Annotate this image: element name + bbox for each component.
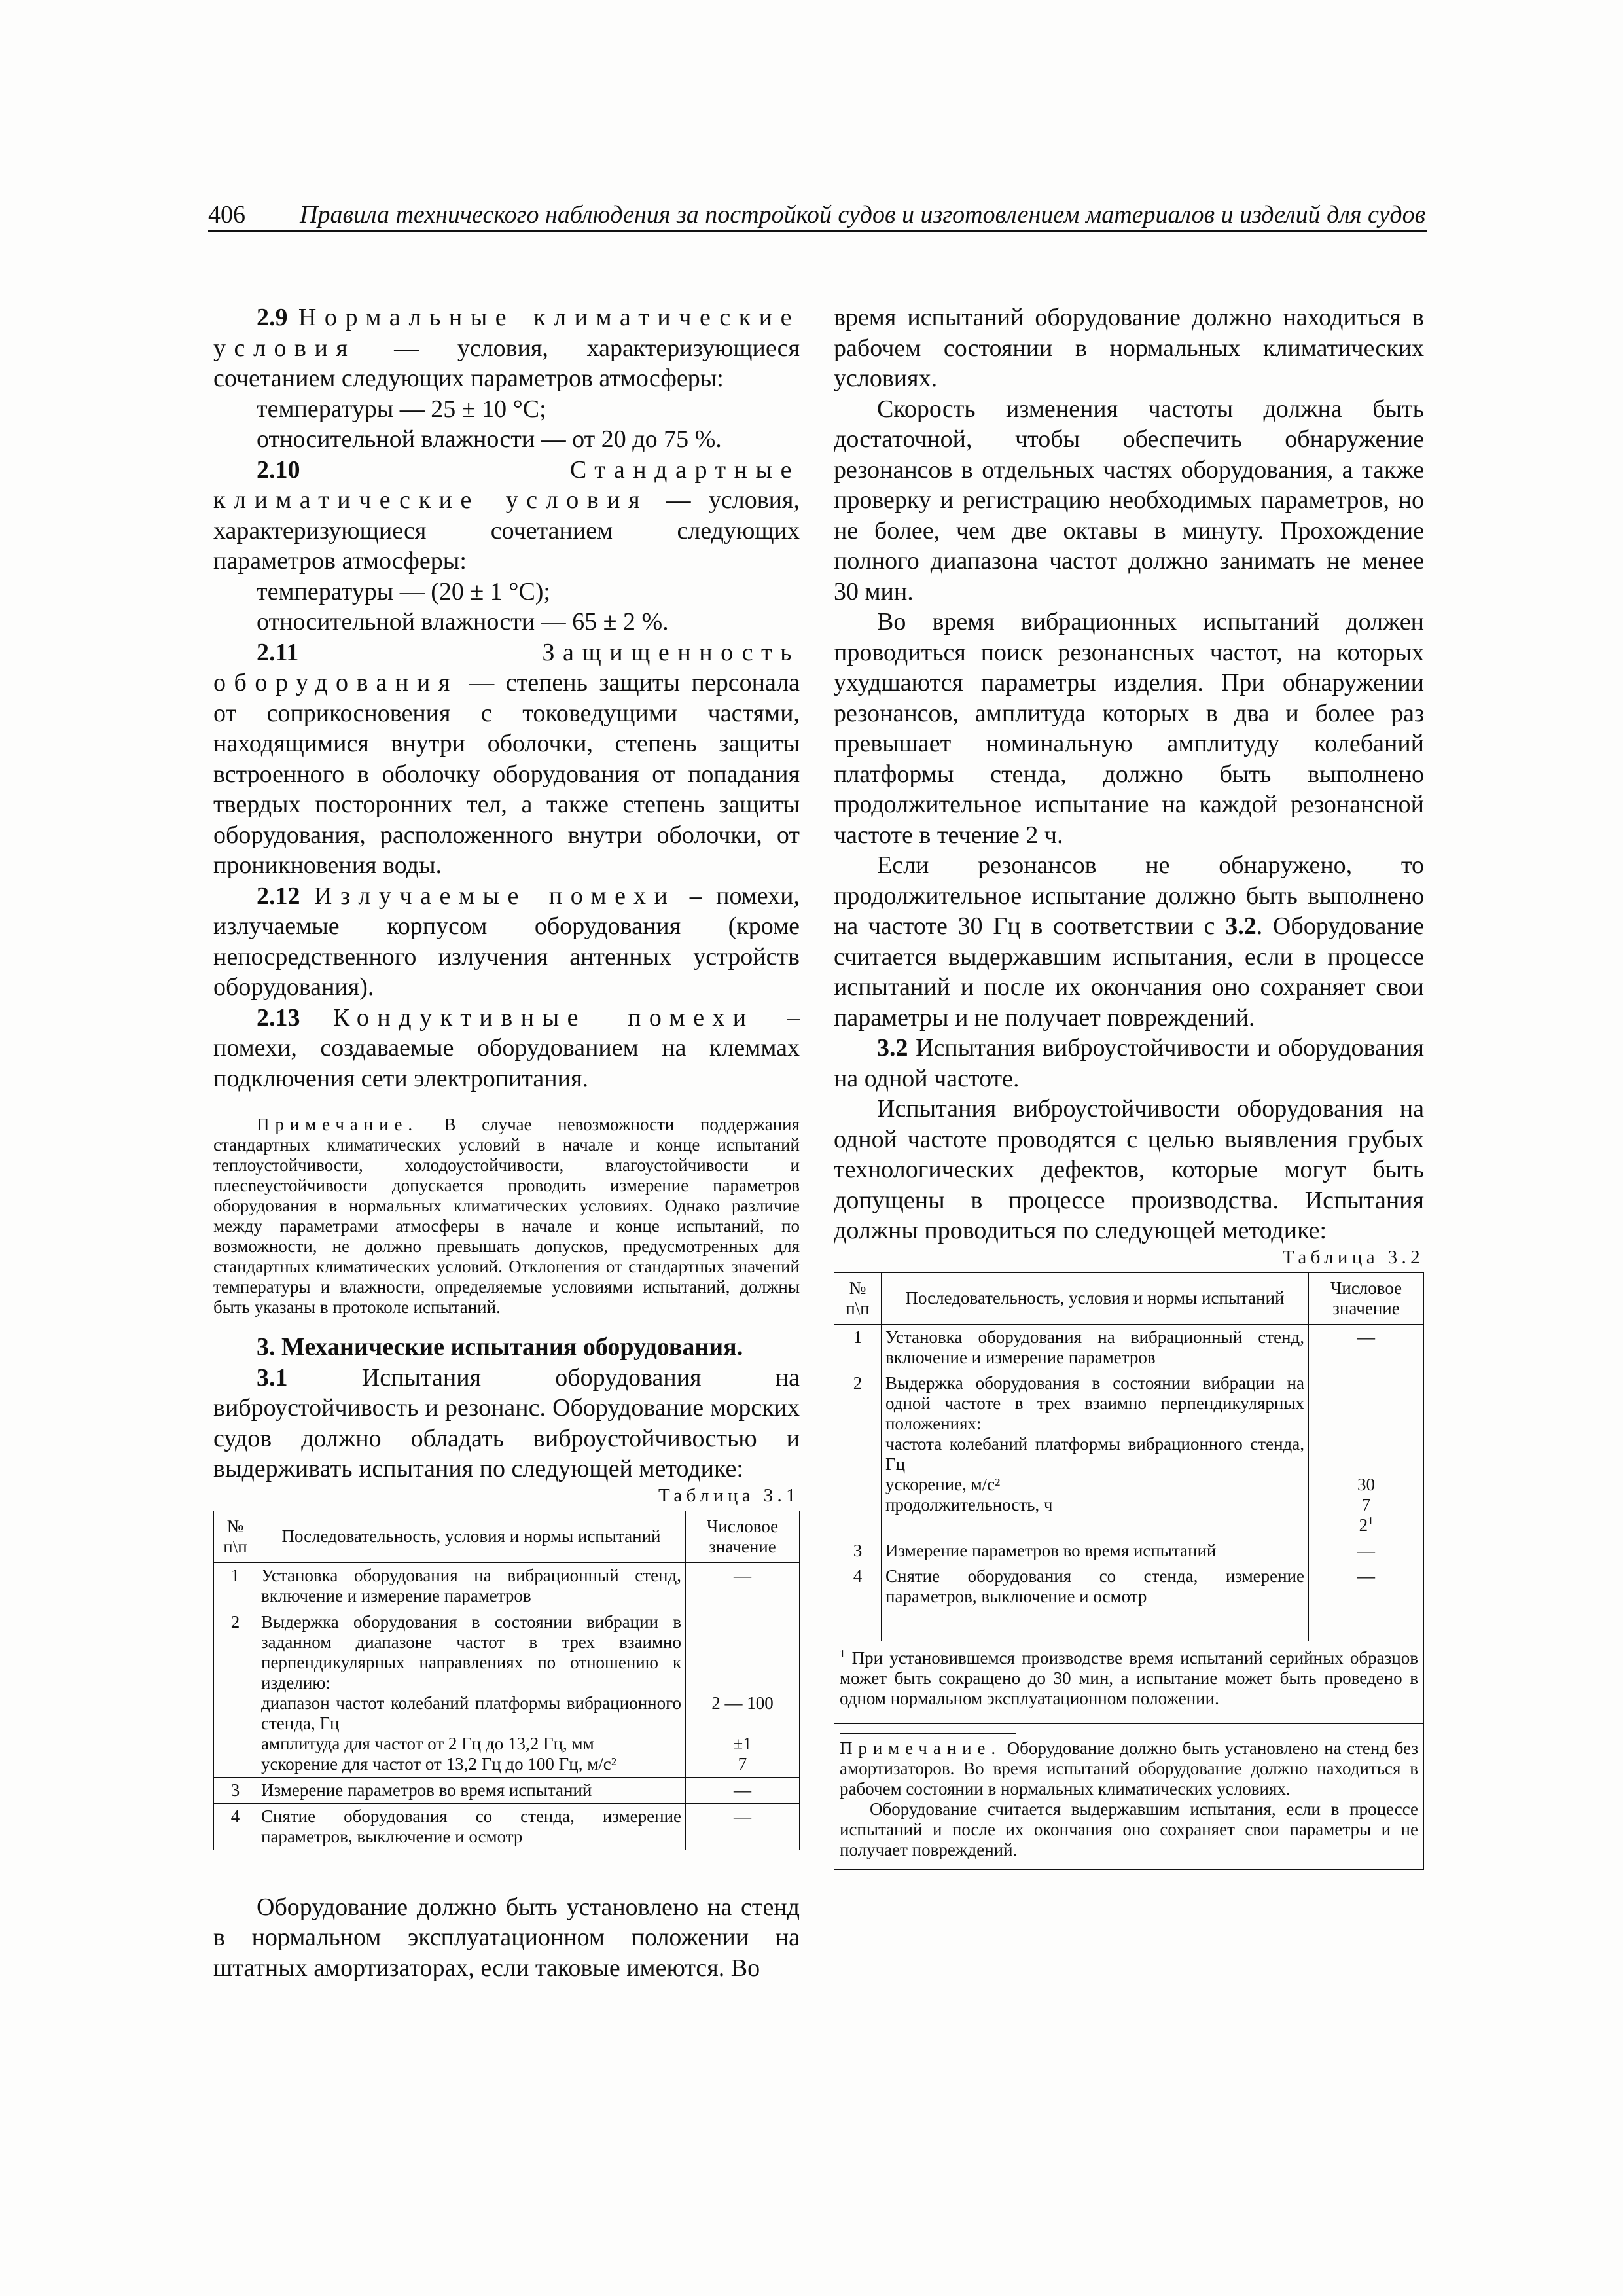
table-3-2 (834, 1272, 1424, 1870)
row-text: Снятие оборудования со стенда, измерение параметров, выключение и осмотр (257, 1803, 686, 1850)
running-title: Правила технического наблюдения за постройкой судов и изготовлением материалов и изделий для судов (300, 201, 1426, 228)
row-value: — (1309, 1324, 1424, 1371)
row-text: Измерение параметров во время испытаний (882, 1538, 1309, 1564)
row-number: 4 (214, 1803, 257, 1850)
clause-number: 2.10 (257, 456, 300, 484)
table-3-1 (213, 1511, 800, 1850)
clause-2-10-temperature: температуры — (20 ± 1 °С); (257, 577, 551, 605)
paragraph-continued: время испытаний оборудование должно находиться в рабочем состоянии в нормальных климатических условиях. (834, 304, 1424, 392)
row-value: — (686, 1777, 800, 1803)
table-row (834, 1371, 1424, 1538)
table-3-1-header (214, 1511, 800, 1562)
note-climatic-text: Примечание. В случае невозможности поддержания стандартных климатических условий в начале и конце испытаний теплоустойчивости, холодоустойчивости, влагоустойчивости и плесneустойчивости допускается проводить измерение параметров оборудования в нормальных климатических условиях. Однако различие между параметрами атмосферы в начале и конце испытаний, по возможности, не должно превышать допусков, предусмотренных для стандартных климатических условий. Отклонения от стандартных значений температуры и влажности, определяемые условиями испытаний, должны быть указаны в протоколе испытаний. (213, 1115, 800, 1317)
clause-2-9: 2.9 Нормальные климатические условия — условия, характеризующиеся сочетанием следующих параметров атмосферы: (213, 304, 800, 392)
note-text: Примечание. Оборудование должно быть установлено на стенд без амортизаторов. Во время испытаний оборудование должно находиться в рабочем состоянии в нормальных климатических условиях. (840, 1738, 1418, 1799)
row-value (1309, 1371, 1424, 1538)
row-value: 7 (1361, 1494, 1371, 1515)
table-3-1-caption: Таблица 3.1 (658, 1484, 800, 1506)
table-footnote-row (834, 1641, 1424, 1723)
row-text-main: Выдержка оборудования в состоянии вибрации на одной частоте в трех взаимно перпендикулярных положениях: (885, 1372, 1304, 1433)
row-number: 3 (834, 1538, 882, 1564)
table-note-row (834, 1723, 1424, 1869)
note-text: Оборудование считается выдержавшим испытания, если в процессе испытаний и после их окончания оно сохраняет свои параметры и не получает повреждений. (840, 1799, 1418, 1859)
value-spacer (1313, 1373, 1419, 1454)
left-column (213, 302, 800, 1983)
paragraph-mounting: Оборудование должно быть установлено на стенд в нормальном эксплуатационном положении на штатных амортизаторах, если таковые имеются. Во (213, 1893, 800, 1982)
row-number (214, 1609, 257, 1777)
row-text: Установка оборудования на вибрационный стенд, включение и измерение параметров (882, 1324, 1309, 1371)
row-value: ±1 (733, 1733, 752, 1753)
table-header-sequence: Последовательность, условия и нормы испытаний (882, 1272, 1309, 1324)
spaced-term: Примечание. (257, 1115, 419, 1134)
clause-2-9-temperature: температуры — 25 ± 10 °С; (257, 395, 546, 423)
clause-number: 2.12 (257, 882, 300, 910)
row-value: — (1309, 1564, 1424, 1641)
table-header-number: № п\п (214, 1511, 257, 1562)
table-header-number: № п\п (834, 1272, 882, 1324)
row-subtext: амплитуда для частот от 2 Гц до 13,2 Гц, мм (261, 1733, 594, 1753)
paragraph-frequency-rate: Скорость изменения частоты должна быть достаточной, чтобы обеспечить обнаружение резонансов в отдельных частях оборудования, а также проверку и регистрацию необходимых параметров, но не более, чем две октавы в минуту. Прохождение полного диапазона частот должно занимать не менее 30 мин. (834, 395, 1424, 605)
spaced-term: Кондуктивные помехи (332, 1003, 755, 1031)
row-subtext: ускорение для частот от 13,2 Гц до 100 Гц, м/с² (261, 1753, 616, 1774)
row-text-main: Выдержка оборудования в состоянии вибрации в заданном диапазоне частот в трех взаимно перпендикулярных направлениях по отношению к изделию: (261, 1611, 681, 1693)
table-3-2-header (834, 1272, 1424, 1324)
spaced-term: Примечание. (840, 1738, 1002, 1758)
note-rule (840, 1733, 1016, 1734)
spaced-term: Нормальные климатические условия (213, 304, 800, 362)
right-column (834, 302, 1424, 1870)
spaced-term: Стандартные климатические условия (213, 456, 800, 514)
clause-2-9-humidity: относительной влажности — от 20 до 75 %. (257, 425, 722, 453)
row-value: 30 (1357, 1474, 1375, 1494)
spaced-term: Излучаемые помехи (313, 882, 676, 910)
table-header-sequence: Последовательность, условия и нормы испытаний (257, 1511, 686, 1562)
row-value: 7 (738, 1753, 747, 1774)
note-climatic (213, 1115, 800, 1318)
superscript: 1 (1368, 1514, 1374, 1527)
row-text: Установка оборудования на вибрационный стенд, включение и измерение параметров (257, 1562, 686, 1609)
paragraph-no-resonance: Если резонансов не обнаружено, то продолжительное испытание должно быть выполнено на частоте 30 Гц в соответствии с 3.2. Оборудование считается выдержавшим испытания, если в процессе испытаний и после их окончания оно сохраняет свои параметры и не получает повреждений. (834, 852, 1424, 1031)
row-number: 3 (214, 1777, 257, 1803)
header-rule (208, 230, 1427, 232)
clause-number: 3.2 (1225, 912, 1257, 940)
table-row (834, 1564, 1424, 1641)
clause-2-10: 2.10 Стандартные климатические условия — условия, характеризующиеся сочетанием следующих параметров атмосферы: (213, 456, 800, 575)
superscript: 1 (840, 1647, 846, 1660)
row-text (882, 1371, 1309, 1538)
clause-2-11: 2.11 Защищенность оборудования — степень защиты персонала от соприкосновения с токоведущими частями, находящимися внутри оболочки, степень защиты встроенного в оболочку оборудования от попадания твердых посторонних тел, а также степень защиты оборудования, расположенного внутри оболочки, от проникновения воды. (213, 638, 800, 879)
row-number: 2 (230, 1611, 240, 1632)
row-value (686, 1609, 800, 1777)
table-row (834, 1538, 1424, 1564)
row-text (257, 1609, 686, 1777)
clause-2-13: 2.13 Кондуктивные помехи – помехи, создаваемые оборудованием на клеммах подключения сети электропитания. (213, 1003, 800, 1092)
table-row (214, 1609, 800, 1777)
row-number: 1 (214, 1562, 257, 1609)
table-header-value: Числовое значение (1309, 1272, 1424, 1324)
clause-2-10-humidity: относительной влажности — 65 ± 2 %. (257, 608, 669, 636)
clause-number: 2.13 (257, 1003, 300, 1031)
clause-number: 2.9 (257, 304, 288, 331)
clause-3-2-text: Испытания виброустойчивости оборудования на одной частоте проводятся с целью выявления грубых технологических дефектов, которые могут быть допущены в процессе производства. Испытания должны проводиться по следующей методике: (834, 1095, 1424, 1244)
row-number: 4 (834, 1564, 882, 1641)
row-subtext: диапазон частот колебаний платформы вибрационного стенда, Гц (261, 1693, 681, 1733)
paragraph-resonance-search: Во время вибрационных испытаний должен проводиться поиск резонансных частот, на которых ухудшаются параметры изделия. При обнаружении резонансов, амплитуда которых в два и более раз превышает номинальную амплитуду колебаний платформы стенда, должно быть выполнено продолжительное испытание на каждой резонансной частоте в течение 2 ч. (834, 608, 1424, 849)
row-subtext: продолжительность, ч (885, 1494, 1053, 1515)
row-subtext: частота колебаний платформы вибрационного стенда, Гц (885, 1433, 1304, 1474)
row-text: Измерение параметров во время испытаний (257, 1777, 686, 1803)
section-3-title: 3. Механические испытания оборудования. (257, 1333, 743, 1361)
clause-3-1: 3.1 Испытания оборудования на виброустойчивость и резонанс. Оборудование морских судов должно обладать виброустойчивостью и выдерживать испытания по следующей методике: (213, 1363, 800, 1482)
row-number: 2 (834, 1371, 882, 1538)
value-spacer (690, 1612, 795, 1693)
section-3 (213, 1332, 800, 1484)
row-value: 2 — 100 (711, 1693, 774, 1713)
table-row (214, 1562, 800, 1609)
clause-3-2: 3.2 Испытания виброустойчивости и оборудования на одной частоте. (834, 1034, 1424, 1092)
row-value: — (686, 1562, 800, 1609)
spaced-term: Защищенность оборудования (213, 638, 800, 696)
row-value: — (1309, 1538, 1424, 1564)
table-row (214, 1803, 800, 1850)
row-number: 1 (834, 1324, 882, 1371)
row-text: Снятие оборудования со стенда, измерение параметров, выключение и осмотр (882, 1564, 1309, 1641)
clause-number: 2.11 (257, 638, 299, 666)
clause-number: 3.2 (877, 1034, 908, 1062)
clause-number: 3.1 (257, 1363, 288, 1391)
row-value: $2^1$ (1359, 1514, 1374, 1535)
clause-2-12: 2.12 Излучаемые помехи – помехи, излучаемые корпусом оборудования (кроме непосредственного излучения антенных устройств оборудования). (213, 882, 800, 1001)
row-subtext: ускорение, м/с² (885, 1474, 1001, 1494)
table-note (834, 1723, 1424, 1869)
table-header-value: Числовое значение (686, 1511, 800, 1562)
page-number: 406 (208, 201, 245, 228)
row-value: — (686, 1803, 800, 1850)
table-row (834, 1324, 1424, 1371)
table-row (214, 1777, 800, 1803)
footnote-text: $^1$ При установившемся производстве время испытаний серийных образцов может быть сокращено до 30 мин, а испытание может быть проведено в одном нормальном эксплуатационном положении. (840, 1647, 1418, 1708)
table-3-2-caption: Таблица 3.2 (1283, 1246, 1424, 1268)
table-footnote (834, 1641, 1424, 1723)
